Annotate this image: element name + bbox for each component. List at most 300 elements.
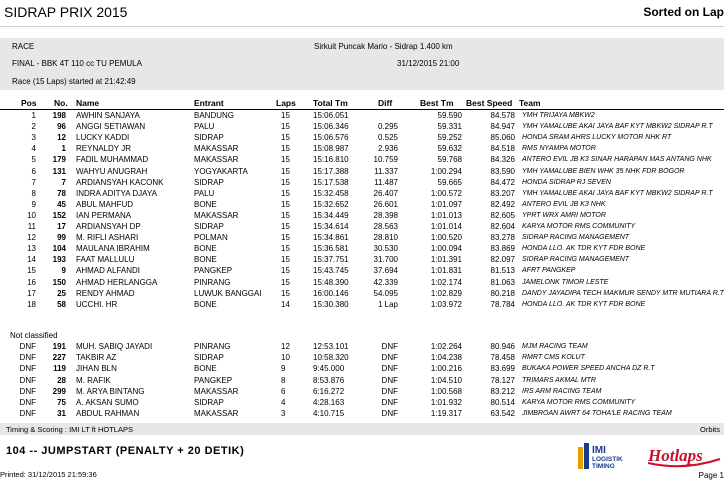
best-time: 1:01.097: [430, 199, 462, 209]
rider-name: IAN PERMANA: [76, 210, 132, 220]
rider-name: INDRA ADITYA DJAYA: [76, 188, 157, 198]
best-time: 1:00.094: [430, 244, 462, 254]
entrant: PINRANG: [194, 342, 231, 351]
diff: 0.295: [377, 122, 398, 132]
team: HONDA SRAM AHRS LUCKY MOTOR NHK RT: [522, 134, 672, 142]
entrant: MAKASSAR: [194, 144, 239, 154]
pos-cell: 10: [27, 210, 36, 220]
car-number: 12: [57, 133, 66, 143]
best-time: 59.632: [437, 144, 462, 154]
pos-cell: DNF: [19, 398, 36, 407]
entrant: SIDRAP: [194, 133, 224, 143]
team: DANDY JAYADIPA TECH MAKMUR SENDY MTR MUTIARA R.T: [522, 289, 724, 297]
best-time: 59.252: [437, 133, 462, 143]
table-row: [0, 244, 724, 254]
team: SIDRAP RACING MANAGEMENT: [522, 234, 630, 242]
rider-name: JIHAN BLN: [76, 364, 117, 374]
race-datetime: 31/12/2015 21:00: [397, 59, 460, 68]
table-row: [0, 222, 724, 232]
rider-name: AHMAD ALFANDI: [76, 266, 141, 276]
laps: 15: [281, 210, 290, 220]
rider-name: RENDY AHMAD: [76, 288, 135, 298]
diff: DNF: [381, 375, 398, 385]
best-speed: 80.946: [490, 342, 515, 351]
rider-name: WAHYU ANUGRAH: [76, 166, 148, 176]
entrant: PANGKEP: [194, 375, 233, 385]
laps: 15: [281, 122, 290, 132]
best-time: 1:03.972: [430, 299, 462, 309]
col-team: Team: [519, 98, 541, 108]
best-speed: 82.492: [490, 199, 515, 209]
table-row: [0, 133, 724, 143]
team: YMH YAMALUBE AKAI JAYA BAF KYT MBKW2 SIDRAP R.T: [522, 123, 713, 131]
car-number: 75: [57, 398, 66, 407]
team: RMRT CMS KOLUT: [522, 354, 585, 362]
car-number: 198: [52, 111, 66, 120]
pos-cell: 15: [27, 266, 36, 276]
total-time: 15:06.051: [313, 111, 349, 120]
diff: 11.487: [374, 177, 398, 187]
best-speed: 80.514: [490, 398, 515, 407]
table-row: [0, 111, 724, 121]
diff: 28.810: [373, 233, 398, 243]
best-speed: 84.472: [490, 177, 515, 187]
table-row: [0, 278, 724, 288]
entrant: SIDRAP: [194, 177, 224, 187]
rider-name: MAULANA IBRAHIM: [76, 244, 150, 254]
total-time: 15:17.388: [313, 166, 349, 176]
pos-cell: DNF: [19, 353, 36, 363]
rider-name: A. AKSAN SUMO: [76, 398, 139, 407]
timing-credit: Timing & Scoring : IMI LT ft HOTLAPS: [6, 425, 133, 434]
best-speed: 80.218: [490, 288, 515, 298]
entrant: POLMAN: [194, 233, 228, 243]
total-time: 15:32.652: [313, 199, 349, 209]
best-speed: 83.278: [490, 233, 515, 243]
table-row: [0, 342, 724, 352]
col-name: Name: [76, 98, 100, 108]
rider-name: MUH. SABIQ JAYADI: [76, 342, 153, 351]
pos-cell: 16: [27, 277, 36, 287]
team: HONDA LLO. AK TDR KYT FDR BONE: [522, 300, 646, 308]
diff: 28.563: [373, 222, 398, 231]
total-time: 15:16.810: [313, 155, 349, 165]
team: JAMELONK TIMOR LESTE: [522, 278, 609, 286]
car-number: 9: [61, 266, 66, 276]
pos-cell: 18: [27, 299, 36, 309]
rider-name: ABUL MAHFUD: [76, 199, 134, 209]
team: YMH YAMALUBE AKAI JAYA BAF KYT MBKW2 SIDRAP R.T: [522, 189, 713, 197]
best-time: 1:04.510: [430, 375, 462, 385]
best-speed: 83.590: [490, 166, 515, 176]
page-number: Page 1: [698, 471, 724, 480]
printed-timestamp: Printed: 31/12/2015 21:59:36: [0, 470, 97, 479]
best-speed: 84.326: [490, 155, 515, 165]
diff: DNF: [381, 342, 398, 351]
entrant: BONE: [194, 244, 217, 254]
rider-name: M. RIFLI ASHARI: [76, 233, 139, 243]
laps: 15: [281, 277, 290, 287]
team: HONDA SIDRAP RJ SEVEN: [522, 178, 611, 186]
entrant: PINRANG: [194, 277, 231, 287]
total-time: 15:17.538: [313, 177, 349, 187]
car-number: 45: [57, 199, 66, 209]
table-row: [0, 155, 724, 165]
total-time: 15:43.745: [313, 266, 349, 276]
laps: 4: [281, 398, 286, 407]
total-time: 15:06.576: [313, 133, 349, 143]
best-time: 1:02.829: [430, 288, 462, 298]
laps: 15: [281, 266, 290, 276]
table-row: [0, 300, 724, 310]
total-time: 15:34.449: [313, 210, 349, 220]
team: JIMBROAN AWRT 64 TOHA'LE RACING TEAM: [522, 410, 672, 418]
pos-cell: 4: [31, 144, 36, 154]
pos-cell: DNF: [19, 364, 36, 374]
laps: 15: [281, 155, 290, 165]
rider-name: UCCHI. HR: [76, 299, 118, 309]
best-speed: 84.518: [490, 144, 515, 154]
best-speed: 83.699: [490, 364, 515, 374]
diff: 1 Lap: [377, 299, 398, 309]
team: MJM RACING TEAM: [522, 343, 588, 350]
rider-name: ARDIANSYAH DP: [76, 222, 141, 231]
best-speed: 81.063: [490, 277, 515, 287]
pos-cell: 13: [27, 244, 36, 254]
best-speed: 78.784: [490, 299, 515, 309]
best-time: 1:01.014: [430, 222, 462, 231]
pos-cell: 3: [31, 133, 36, 143]
car-number: 25: [57, 288, 66, 298]
laps: 15: [281, 177, 290, 187]
laps: 15: [281, 133, 290, 143]
table-row: [0, 409, 724, 419]
diff: 26.601: [373, 199, 398, 209]
team: KARYA MOTOR RMS COMMUNITY: [522, 399, 636, 406]
table-row: [0, 144, 724, 154]
best-time: 1:01.391: [430, 255, 462, 265]
entrant: MAKASSAR: [194, 386, 239, 396]
rider-name: REYNALDY JR: [76, 144, 131, 154]
car-number: 131: [52, 166, 66, 176]
total-time: 12:53.101: [313, 342, 349, 351]
car-number: 179: [52, 155, 66, 165]
best-time: 59.331: [437, 122, 462, 132]
car-number: 299: [52, 386, 66, 396]
car-number: 31: [57, 409, 66, 419]
entrant: BONE: [194, 255, 217, 265]
car-number: 96: [57, 122, 66, 132]
hotlaps-logo: [644, 441, 724, 471]
best-time: 1:04.238: [430, 353, 462, 363]
laps: 9: [281, 364, 286, 374]
car-number: 152: [52, 210, 66, 220]
rider-name: AHMAD HERLANGGA: [76, 277, 158, 287]
laps: 12: [281, 342, 290, 351]
team: ANTERO EVIL JB K3 NHK: [522, 200, 606, 208]
entrant: BANDUNG: [194, 111, 235, 120]
rider-name: M. ARYA BINTANG: [76, 386, 145, 396]
entrant: BONE: [194, 299, 217, 309]
diff: 31.700: [373, 255, 398, 265]
total-time: 15:36.581: [313, 244, 349, 254]
car-number: 1: [61, 144, 66, 154]
pos-cell: 12: [27, 233, 36, 243]
best-speed: 82.097: [490, 255, 515, 265]
team: SIDRAP RACING MANAGEMENT: [522, 256, 630, 264]
hotlaps-text: Hotlaps: [648, 446, 703, 465]
team: AFRT PANGKEP: [522, 267, 576, 275]
pos-cell: 8: [31, 188, 36, 198]
pos-cell: 1: [31, 111, 36, 120]
total-time: 15:30.380: [313, 299, 349, 309]
laps: 15: [281, 144, 290, 154]
table-row: [0, 364, 724, 374]
imi-logistik-timing-logo: [576, 441, 640, 471]
col-pos: Pos: [21, 98, 37, 108]
diff: 42.339: [373, 277, 398, 287]
best-speed: 63.542: [490, 409, 515, 419]
team: YMH YAMALUBE BIEN WHK 35 NHK FDR BOGOR: [522, 167, 685, 175]
entrant: MAKASSAR: [194, 155, 239, 165]
rider-name: M. RAFIK: [76, 375, 111, 385]
diff: 54.095: [373, 288, 398, 298]
team: RMS NYAMPA MOTOR: [522, 145, 596, 153]
not-classified-label: Not classified: [10, 331, 58, 340]
best-speed: 83.207: [490, 188, 515, 198]
total-time: 10:58.320: [313, 353, 349, 363]
laps: 15: [281, 288, 290, 298]
best-time: 59.590: [437, 111, 462, 120]
laps: 10: [281, 353, 290, 363]
best-time: 1:00.568: [430, 386, 462, 396]
best-speed: 83.869: [490, 244, 515, 254]
table-row: [0, 266, 724, 276]
pos-cell: DNF: [19, 386, 36, 396]
race-label: RACE: [12, 42, 35, 51]
laps: 15: [281, 222, 290, 231]
laps: 15: [281, 111, 290, 120]
best-speed: 84.578: [490, 111, 515, 120]
car-number: 104: [52, 244, 66, 254]
entrant: LUWUK BANGGAI: [194, 288, 262, 298]
entrant: BONE: [194, 199, 217, 209]
rider-name: TAKBIR AZ: [76, 353, 117, 363]
best-time: 1:02.264: [430, 342, 462, 351]
laps: 15: [281, 255, 290, 265]
pos-cell: 14: [27, 255, 36, 265]
laps: 15: [281, 166, 290, 176]
total-time: 16:00.146: [313, 288, 349, 298]
car-number: 7: [61, 177, 66, 187]
best-time: 1:02.174: [430, 277, 462, 287]
col-entrant: Entrant: [194, 98, 224, 108]
circuit-name: Sirkuit Puncak Mario - Sidrap 1.400 km: [314, 42, 453, 51]
best-time: 1:00.520: [430, 233, 462, 243]
laps: 6: [281, 386, 286, 396]
laps: 3: [281, 409, 286, 419]
penalty-note: 104 -- JUMPSTART (PENALTY + 20 DETIK): [6, 445, 245, 457]
total-time: 15:37.751: [313, 255, 349, 265]
diff: DNF: [381, 364, 398, 374]
best-speed: 78.127: [490, 375, 515, 385]
diff: DNF: [381, 386, 398, 396]
best-speed: 82.604: [490, 222, 515, 231]
col-no: No.: [54, 98, 68, 108]
table-row: [0, 167, 724, 177]
diff: 26.407: [373, 188, 398, 198]
best-speed: 78.458: [490, 353, 515, 363]
logistik-text: LOGISTIK: [592, 456, 623, 463]
entrant: BONE: [194, 364, 217, 374]
total-time: 9:45.000: [313, 364, 345, 374]
table-row: [0, 200, 724, 210]
race-info-box: [0, 38, 724, 90]
best-time: 1:01.013: [430, 210, 462, 220]
rider-name: AWHIN SANJAYA: [76, 111, 140, 120]
rider-name: ARDIANSYAH KACONK: [76, 177, 164, 187]
entrant: SIDRAP: [194, 353, 224, 363]
laps: 15: [281, 244, 290, 254]
race-class: FINAL - BBK 4T 110 cc TU PEMULA: [12, 59, 142, 68]
team: KARYA MOTOR RMS COMMUNITY: [522, 223, 636, 230]
total-time: 4:28.163: [313, 398, 345, 407]
total-time: 15:08.987: [313, 144, 349, 154]
best-time: 59.665: [437, 177, 462, 187]
car-number: 150: [52, 277, 66, 287]
pos-cell: DNF: [19, 342, 36, 351]
diff: 0.525: [377, 133, 398, 143]
team: YPRT WRX AMRI MOTOR: [522, 211, 606, 219]
document-title: SIDRAP PRIX 2015: [4, 4, 128, 20]
rider-name: LUCKY KADDI: [76, 133, 130, 143]
rider-name: ANGGI SETIAWAN: [76, 122, 146, 132]
total-time: 15:48.390: [313, 277, 349, 287]
total-time: 15:06.346: [313, 122, 349, 132]
car-number: 28: [57, 375, 66, 385]
team: IRS ARM RACING TEAM: [522, 387, 602, 395]
best-time: 1:19.317: [430, 409, 462, 419]
laps: 14: [281, 299, 290, 309]
best-time: 1:00.294: [430, 166, 462, 176]
car-number: 99: [57, 233, 66, 243]
total-time: 8:53.876: [313, 375, 345, 385]
diff: 11.337: [374, 166, 398, 176]
table-row: [0, 353, 724, 363]
rider-name: ABDUL RAHMAN: [76, 409, 140, 419]
col-laps: Laps: [276, 98, 296, 108]
pos-cell: 7: [31, 177, 36, 187]
car-number: 227: [52, 353, 66, 363]
total-time: 15:34.614: [313, 222, 349, 231]
best-speed: 85.060: [490, 133, 515, 143]
entrant: PANGKEP: [194, 266, 233, 276]
diff: DNF: [381, 409, 398, 419]
laps: 15: [281, 188, 290, 198]
total-time: 15:32.458: [313, 188, 349, 198]
team: TRIMARS AKMAL MTR: [522, 376, 596, 384]
entrant: PALU: [194, 122, 215, 132]
diff: 28.398: [373, 210, 398, 220]
entrant: YOGYAKARTA: [194, 166, 248, 176]
entrant: PALU: [194, 188, 215, 198]
pos-cell: 9: [31, 199, 36, 209]
col-total: Total Tm: [313, 98, 348, 108]
table-row: [0, 376, 724, 386]
entrant: MAKASSAR: [194, 409, 239, 419]
diff: 37.694: [373, 266, 398, 276]
table-row: [0, 211, 724, 221]
race-started: Race (15 Laps) started at 21:42:49: [12, 77, 136, 86]
timing-text: TIMING: [592, 463, 615, 470]
car-number: 193: [52, 255, 66, 265]
laps: 8: [281, 375, 286, 385]
best-time: 1:01.831: [430, 266, 462, 276]
diff: DNF: [381, 398, 398, 407]
car-number: 17: [57, 222, 66, 231]
entrant: SIDRAP: [194, 222, 224, 231]
title-bar: [0, 0, 724, 27]
pos-cell: 5: [31, 155, 36, 165]
diff: 2.936: [377, 144, 398, 154]
total-time: 4:10.715: [313, 409, 345, 419]
pos-cell: 11: [27, 222, 36, 231]
entrant: SIDRAP: [194, 398, 224, 407]
diff: 10.759: [373, 155, 398, 165]
entrant: MAKASSAR: [194, 210, 239, 220]
best-time: 1:01.932: [430, 398, 462, 407]
pos-cell: DNF: [19, 375, 36, 385]
team: YMH TRIJAYA MBKW2: [522, 112, 595, 119]
best-speed: 84.947: [490, 122, 515, 132]
col-diff: Diff: [378, 98, 393, 108]
best-time: 1:00.572: [430, 188, 462, 198]
best-speed: 81.513: [490, 266, 515, 276]
table-row: [0, 178, 724, 188]
table-row: [0, 387, 724, 397]
col-speed: Best Speed: [466, 98, 513, 108]
table-row: [0, 255, 724, 265]
car-number: 78: [57, 188, 66, 198]
orbits-label: Orbits: [699, 425, 720, 434]
pos-cell: 2: [31, 122, 36, 132]
table-row: [0, 289, 724, 299]
diff: DNF: [381, 353, 398, 363]
car-number: 191: [52, 342, 66, 351]
total-time: 6:16.272: [313, 386, 345, 396]
pos-cell: 17: [27, 288, 36, 298]
table-row: [0, 122, 724, 132]
best-speed: 82.605: [490, 210, 515, 220]
team: BUKAKA POWER SPEED ANCHA DZ R.T: [522, 365, 655, 373]
rider-name: FAAT MALLULU: [76, 255, 135, 265]
team: ANTERO EVIL JB K3 SINAR HARAPAN MAS ANTANG NHK: [522, 156, 712, 164]
timing-footer-bar: [0, 423, 724, 435]
sort-label: Sorted on Lap: [643, 5, 724, 19]
column-header: [0, 97, 724, 110]
table-row: [0, 233, 724, 243]
car-number: 58: [57, 299, 66, 309]
best-speed: 83.212: [490, 386, 515, 396]
best-time: 1:00.216: [430, 364, 462, 374]
imi-text: IMI: [592, 445, 606, 456]
laps: 15: [281, 233, 290, 243]
table-row: [0, 398, 724, 408]
col-best: Best Tm: [420, 98, 454, 108]
diff: 30.530: [373, 244, 398, 254]
rider-name: FADIL MUHAMMAD: [76, 155, 149, 165]
team: HONDA LLO. AK TDR KYT FDR BONE: [522, 245, 646, 253]
